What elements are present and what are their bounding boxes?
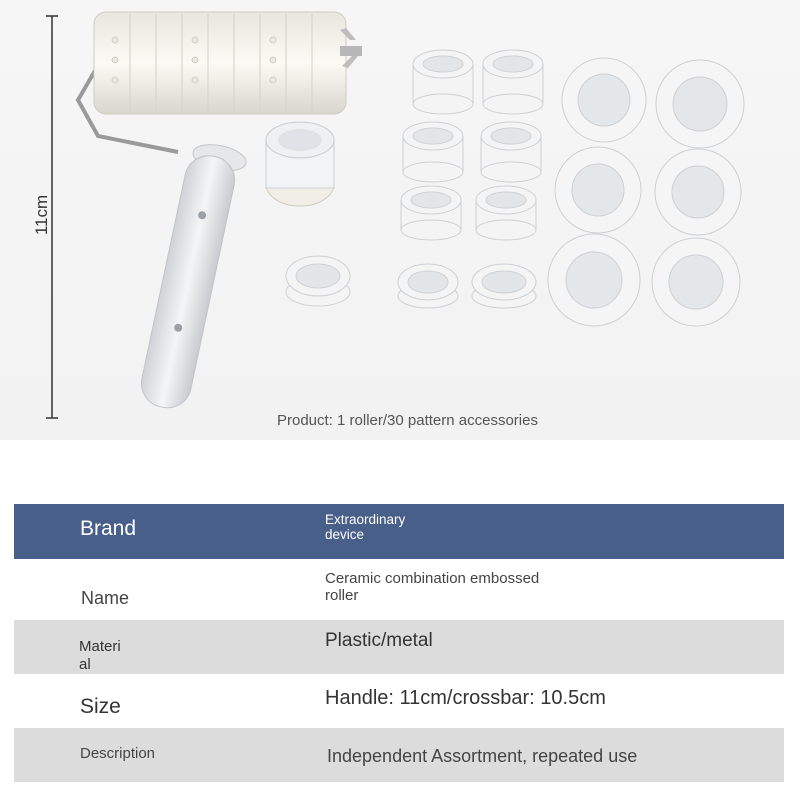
stacked-ring	[266, 122, 334, 206]
spec-value-name: Ceramic combination embossed roller	[325, 570, 540, 604]
spec-label-name: Name	[81, 588, 130, 608]
photo-caption: Product: 1 roller/30 pattern accessories	[277, 412, 538, 429]
roller-handle	[137, 140, 248, 414]
dimension-label: 11cm	[32, 194, 52, 236]
spec-value-brand: Extraordinary device	[325, 512, 406, 542]
spec-label-size: Size	[80, 695, 121, 718]
spec-row-brand	[14, 504, 784, 559]
roller-drum	[94, 12, 362, 114]
spec-value-description: Independent Assortment, repeated use	[327, 746, 638, 766]
spec-row-material	[14, 620, 784, 674]
spec-row-name	[14, 561, 784, 619]
spec-row-size	[14, 676, 784, 728]
spec-value-size: Handle: 11cm/crossbar: 10.5cm	[325, 687, 606, 709]
spec-label-material: Materi al	[79, 638, 121, 673]
flower-accessories	[548, 58, 744, 326]
spec-value-material: Plastic/metal	[325, 630, 433, 651]
spec-label-brand: Brand	[80, 517, 137, 540]
spec-label-description: Description	[80, 745, 156, 762]
spec-row-description	[14, 728, 784, 782]
